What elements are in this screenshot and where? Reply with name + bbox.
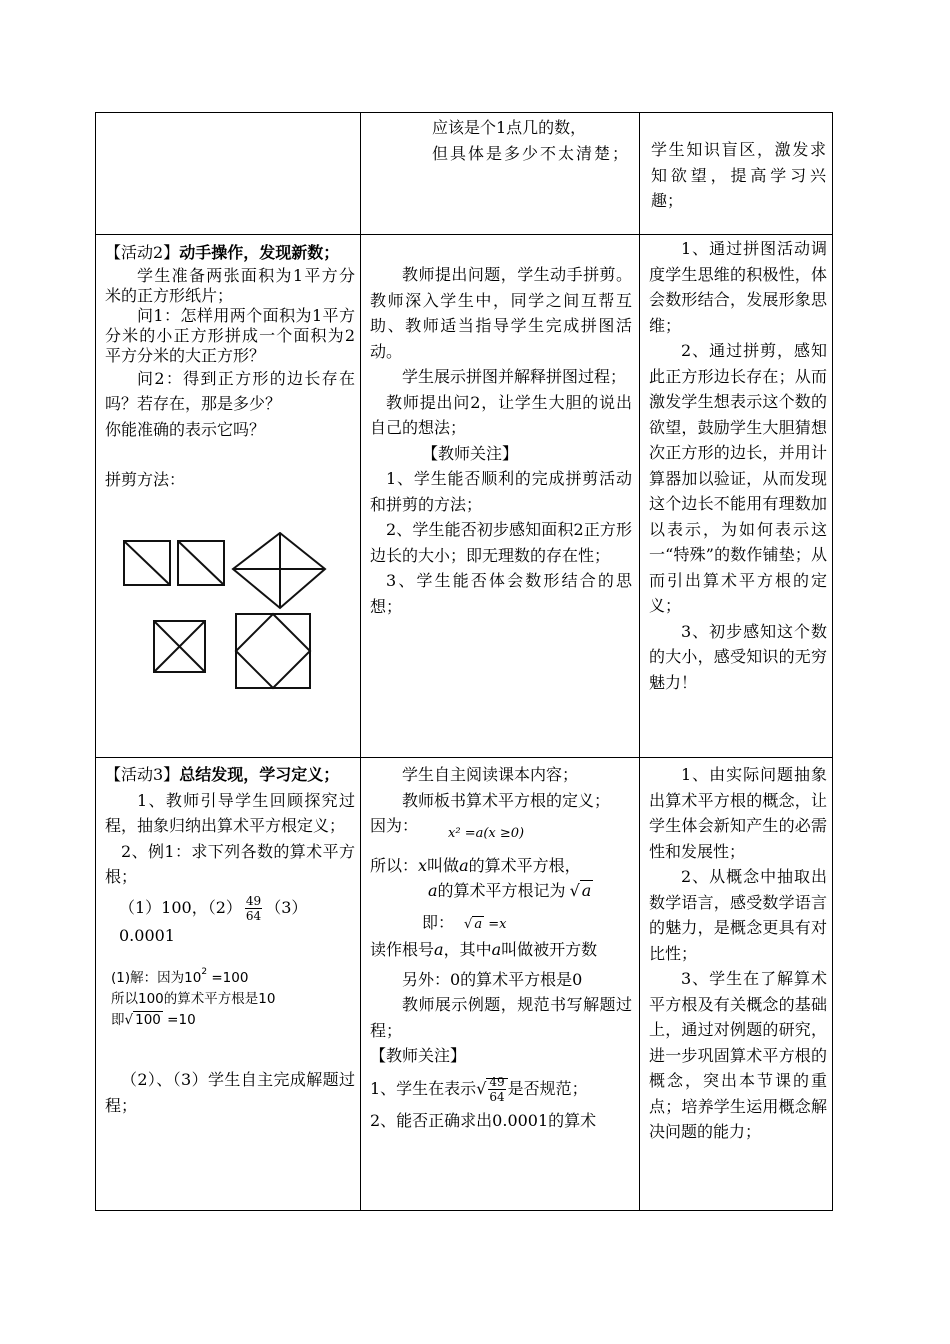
focus-item: 是否规范；: [507, 1078, 588, 1098]
row-divider: [95, 757, 833, 758]
text-block: 1、教师引导学生回顾探究过程，抽象归纳出算术平方根定义；: [105, 790, 355, 835]
text-block: 2、通过拼剪，感知此正方形边长存在；从而激发学生想表示这个数的欲望，鼓励学生大胆猜想次正方形的边长，并用计算器加以验证，从而发现这个边长不能用有理数加以表示，为如何表示这一“特殊”的数作铺垫；从而引出算术平方根的定义；: [649, 341, 827, 615]
solution-line: 所以100的算术平方根是10: [111, 991, 276, 1007]
denominator: 64: [489, 1089, 505, 1104]
lesson-plan-table: [95, 112, 833, 1211]
text-block: 问1：怎样用两个面积为1平方分米的小正方形拼成一个面积为2平方分米的大正方形？: [105, 305, 355, 365]
text-block: 2、从概念中抽取出数学语言，感受数学语言的魅力，是概念更具有对比性；: [649, 867, 827, 963]
text-line: 的算术平方根，: [468, 855, 581, 875]
formula: =x: [484, 916, 507, 932]
activity-title: 动手操作，发现新数；: [179, 243, 340, 262]
activity3-right-cell: [649, 762, 827, 1145]
text-block: （2）、（3）学生自主完成解题过程；: [105, 1070, 355, 1115]
denominator: 64: [245, 908, 262, 923]
text-block: 3、学生在了解算术平方根及有关概念的基础上，通过对例题的研究，进一步巩固算术平方根的概念，突出本节课的重点；培养学生运用概念解决问题的能力；: [649, 969, 827, 1141]
text-line: 所以：: [370, 855, 419, 875]
text-block: 学生展示拼图并解释拼图过程；: [402, 367, 627, 386]
teacher-focus-heading: 【教师关注】: [422, 443, 519, 463]
text-block: 教师板书算术平方根的定义；: [402, 790, 611, 810]
text-block: 学生准备两张面积为1平方分米的正方形纸片；: [105, 265, 355, 305]
numerator: 49: [489, 1074, 505, 1089]
focus-item: 3、学生能否体会数形结合的思想；: [370, 571, 632, 616]
row1-middle-cell: [432, 115, 632, 166]
square-root: √ a: [464, 916, 483, 932]
activity-bracket: 【活动3】: [105, 765, 180, 784]
text-block: 教师展示例题，规范书写解题过程；: [370, 995, 632, 1040]
focus-item: 2、学生能否初步感知面积2正方形边长的大小；即无理数的存在性；: [370, 520, 632, 565]
text-block: 拼剪方法：: [105, 470, 186, 489]
table-border: [95, 112, 833, 113]
text-line: ，其中: [443, 940, 492, 959]
text-block: 3、初步感知这个数的大小，感受知识的无穷魅力！: [649, 621, 827, 692]
activity3-left-cell: [105, 762, 355, 1118]
text-block: 问2：得到正方形的边长存在吗？若存在，那是多少？: [105, 368, 355, 413]
activity2-middle-cell: [370, 262, 632, 619]
solution-block: [105, 962, 355, 1031]
solution-line: =10: [162, 1012, 196, 1028]
formula: x² =a(x ≥0): [448, 826, 525, 841]
teacher-focus-heading: 【教师关注】: [370, 1046, 467, 1065]
table-border: [832, 112, 833, 1211]
text-block: 另外：0的算术平方根是0: [402, 969, 583, 989]
table-border: [95, 1210, 833, 1211]
text-line: 读作根号: [370, 940, 435, 959]
text-line: 应该是个1点几的数，: [432, 118, 587, 137]
table-border: [95, 112, 96, 1211]
activity2-right-cell: [649, 236, 827, 695]
column-divider: [360, 112, 361, 1211]
variable: a: [428, 881, 438, 900]
diagonal-line: [124, 541, 170, 585]
variable: a: [491, 940, 502, 959]
row1-right-cell: [651, 137, 826, 214]
row-divider: [95, 234, 833, 235]
inscribed-square-shape: [236, 614, 310, 688]
fraction: [245, 894, 262, 923]
focus-item: 2、能否正确求出0.0001的算术: [370, 1110, 597, 1130]
example-line: [105, 894, 355, 949]
variable: x: [418, 855, 428, 875]
radicand: a: [581, 881, 592, 900]
square-root: √ 100: [124, 1012, 161, 1028]
text-block: 2、例1：求下列各数的算术平方根；: [105, 841, 355, 886]
text-line: 的算术平方根记为: [437, 881, 566, 900]
text-line: 叫做被开方数: [501, 940, 598, 959]
numerator: 49: [245, 893, 262, 908]
activity-title: 总结发现，学习定义；: [179, 765, 340, 784]
diagonal-line: [178, 541, 224, 585]
solution-line: (1)解：因为10: [111, 970, 202, 986]
square-root: √ $\frac{49}{64}$: [476, 1075, 507, 1104]
focus-item: 1、学生能否顺利的完成拼剪活动和拼剪的方法；: [370, 469, 632, 514]
text-block: 教师提出问题，学生动手拼剪。教师深入学生中，同学之间互帮互助、教师适当指导学生完成拼图活动。: [370, 265, 632, 361]
exponent: 2: [201, 967, 208, 977]
focus-item: 1、学生在表示: [370, 1078, 477, 1098]
activity3-middle-cell: [370, 762, 632, 1133]
text-block: 1、通过拼图活动调度学生思维的积极性，体会数形结合，发展形象思维；: [649, 239, 827, 335]
text-line: 但具体是多少不太清楚；: [432, 143, 631, 163]
variable: a: [434, 940, 444, 959]
radicand: 100: [135, 1012, 161, 1028]
column-divider: [639, 112, 640, 1211]
text-block: 学生知识盲区，激发求知欲望，提高学习兴趣；: [651, 140, 826, 210]
radicand: a: [474, 916, 483, 932]
example-text: （3）0.0001: [119, 897, 308, 945]
outer-square-shape: [236, 614, 310, 688]
cutting-method-figure: [115, 532, 355, 752]
solution-line: =100: [207, 970, 249, 986]
square-root: √ a: [569, 881, 592, 900]
activity2-left-cell: [105, 240, 355, 493]
text-line: 因为：: [370, 816, 419, 835]
fraction: [488, 1075, 505, 1104]
solution-line: 即: [111, 1012, 125, 1028]
variable: a: [459, 855, 469, 875]
text-line: 即：: [422, 912, 455, 932]
example-text: （1）100，（2）: [119, 897, 242, 917]
text-block: 你能准确的表示它吗？: [105, 419, 266, 439]
text-block: 教师提出问2，让学生大胆的说出自己的想法；: [370, 392, 632, 437]
text-block: 学生自主阅读课本内容；: [402, 765, 579, 784]
activity-bracket: 【活动2】: [105, 243, 180, 262]
text-line: 叫做: [427, 855, 460, 875]
text-block: 1、由实际问题抽象出算术平方根的概念，让学生体会新知产生的必需性和发展性；: [649, 765, 827, 861]
